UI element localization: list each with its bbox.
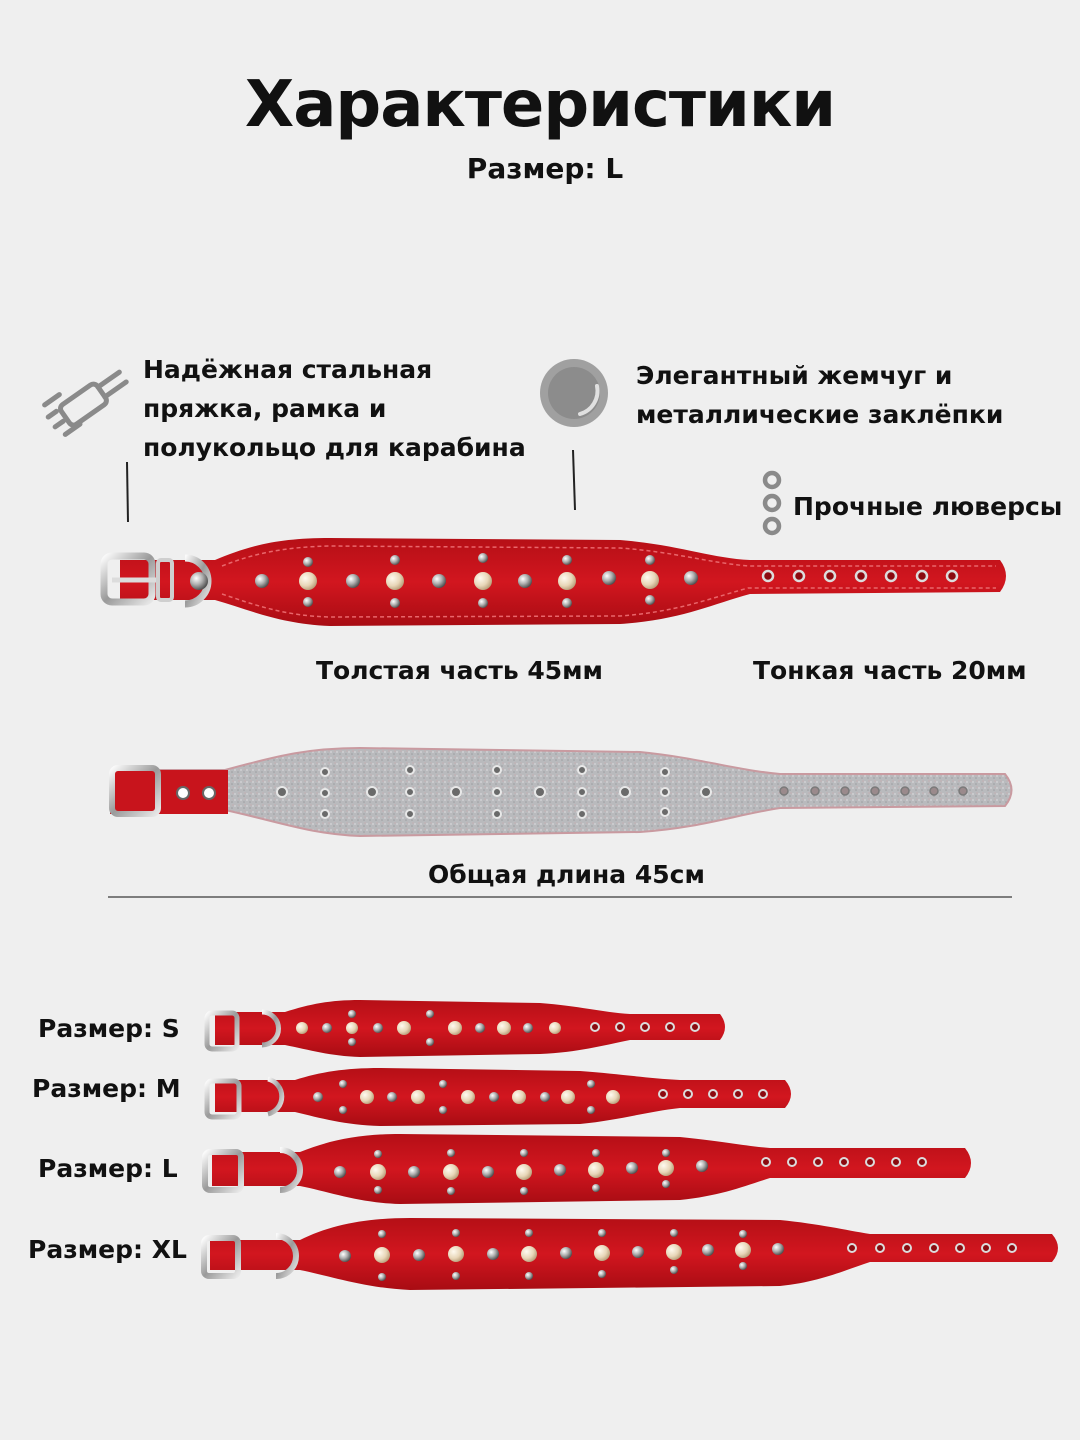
pointer-line-pearls — [573, 450, 575, 510]
feature-buckle-line-3: полукольцо для карабина — [143, 433, 526, 462]
collar-size-l — [205, 1134, 971, 1204]
pointer-line-buckle — [127, 462, 128, 522]
collar-size-m — [207, 1068, 791, 1126]
caption-total-length: Общая длина 45см — [428, 860, 705, 889]
main-collar-red — [104, 538, 1006, 626]
size-label-m: Размер: M — [32, 1074, 181, 1103]
feature-buckle-line-2: пряжка, рамка и — [143, 394, 387, 423]
size-label-s: Размер: S — [38, 1014, 180, 1043]
collar-size-xl — [204, 1218, 1058, 1290]
eyelet-icon — [765, 473, 779, 533]
size-label-l: Размер: L — [38, 1154, 178, 1183]
page-title: Характеристики — [244, 68, 836, 142]
feature-pearls-line-2: металлические заклёпки — [636, 400, 1004, 429]
caption-thin-part: Тонкая часть 20мм — [753, 656, 1027, 685]
main-collar-back — [110, 748, 1012, 836]
feature-eyelets-text: Прочные люверсы — [793, 492, 1063, 521]
buckle-icon — [41, 359, 130, 437]
pearl-icon — [540, 359, 608, 427]
size-label-xl: Размер: XL — [28, 1235, 187, 1264]
collar-size-s — [207, 1000, 725, 1057]
feature-pearls-line-1: Элегантный жемчуг и — [636, 361, 953, 390]
caption-thick-part: Толстая часть 45мм — [316, 656, 603, 685]
feature-buckle-line-1: Надёжная стальная — [143, 355, 433, 384]
page-subtitle: Размер: L — [466, 152, 624, 185]
